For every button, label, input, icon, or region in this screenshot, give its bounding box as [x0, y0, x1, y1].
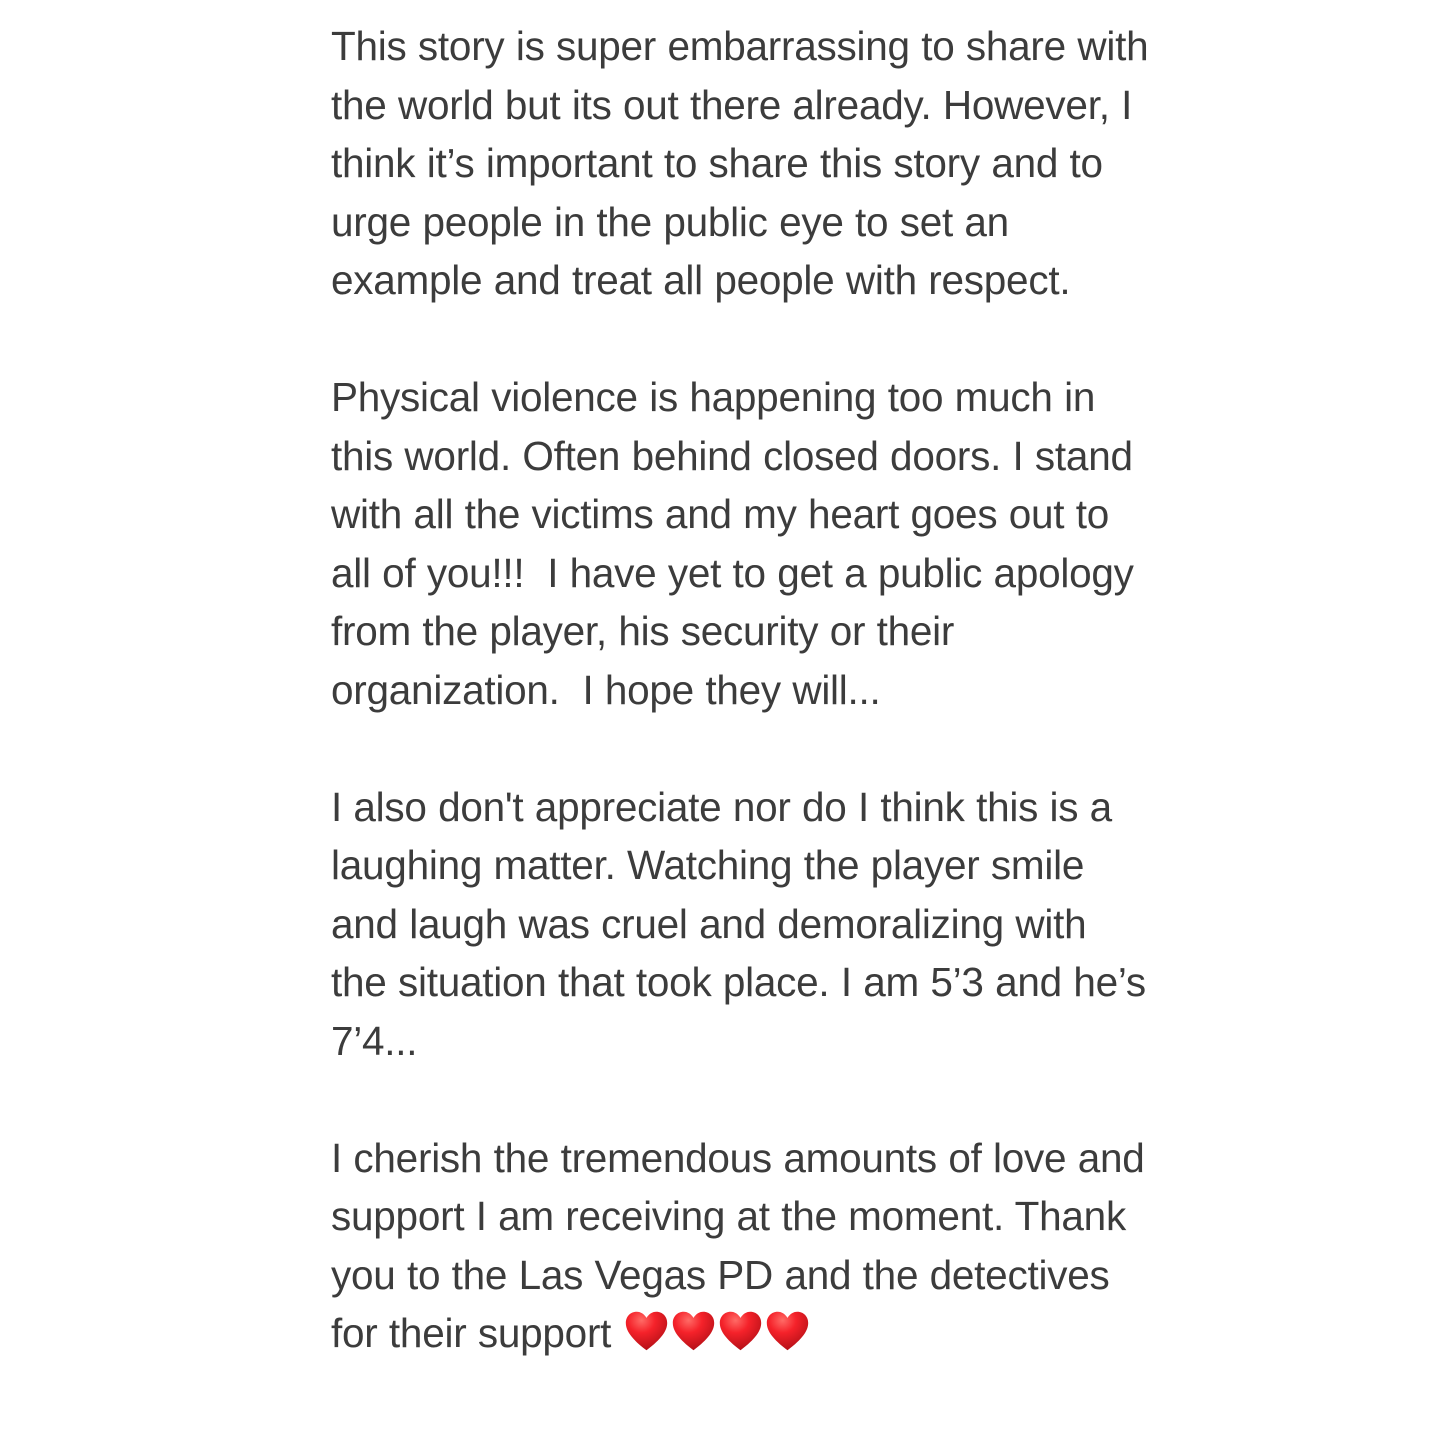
red-heart-icon	[764, 1308, 811, 1355]
red-heart-icon	[717, 1308, 764, 1355]
post-paragraph-4-text: I cherish the tremendous amounts of love and support I am receiving at the moment. Thank you to the Las Vegas PD and the detectives for their support	[331, 1134, 1156, 1356]
post-paragraph-1: This story is super embarrassing to share with the world but its out there already. However, I think it’s important to share this story and to urge people in the public eye to set an example and treat all people with respect.	[331, 23, 1160, 303]
red-heart-emoji-row	[623, 1310, 811, 1356]
paragraph-spacer	[331, 719, 1149, 778]
post-paragraph-3: I also don't appreciate nor do I think this is a laughing matter. Watching the player smile and laugh was cruel and demoralizing with the situation that took place. I am 5’3 and he’s 7’4...	[331, 783, 1158, 1064]
red-heart-icon	[623, 1308, 670, 1355]
paragraph-spacer	[331, 310, 1149, 369]
post-text-body	[331, 17, 1160, 1363]
post-paragraph-2: Physical violence is happening too much in this world. Often behind closed doors. I stand with all the victims and my heart goes out to all of you!!! I have yet to get a public apology from the player, his security or their organization. I hope they will...	[331, 374, 1146, 713]
paragraph-spacer	[331, 1070, 1149, 1129]
red-heart-icon	[670, 1308, 717, 1355]
post-paragraph-4	[331, 1129, 1156, 1363]
